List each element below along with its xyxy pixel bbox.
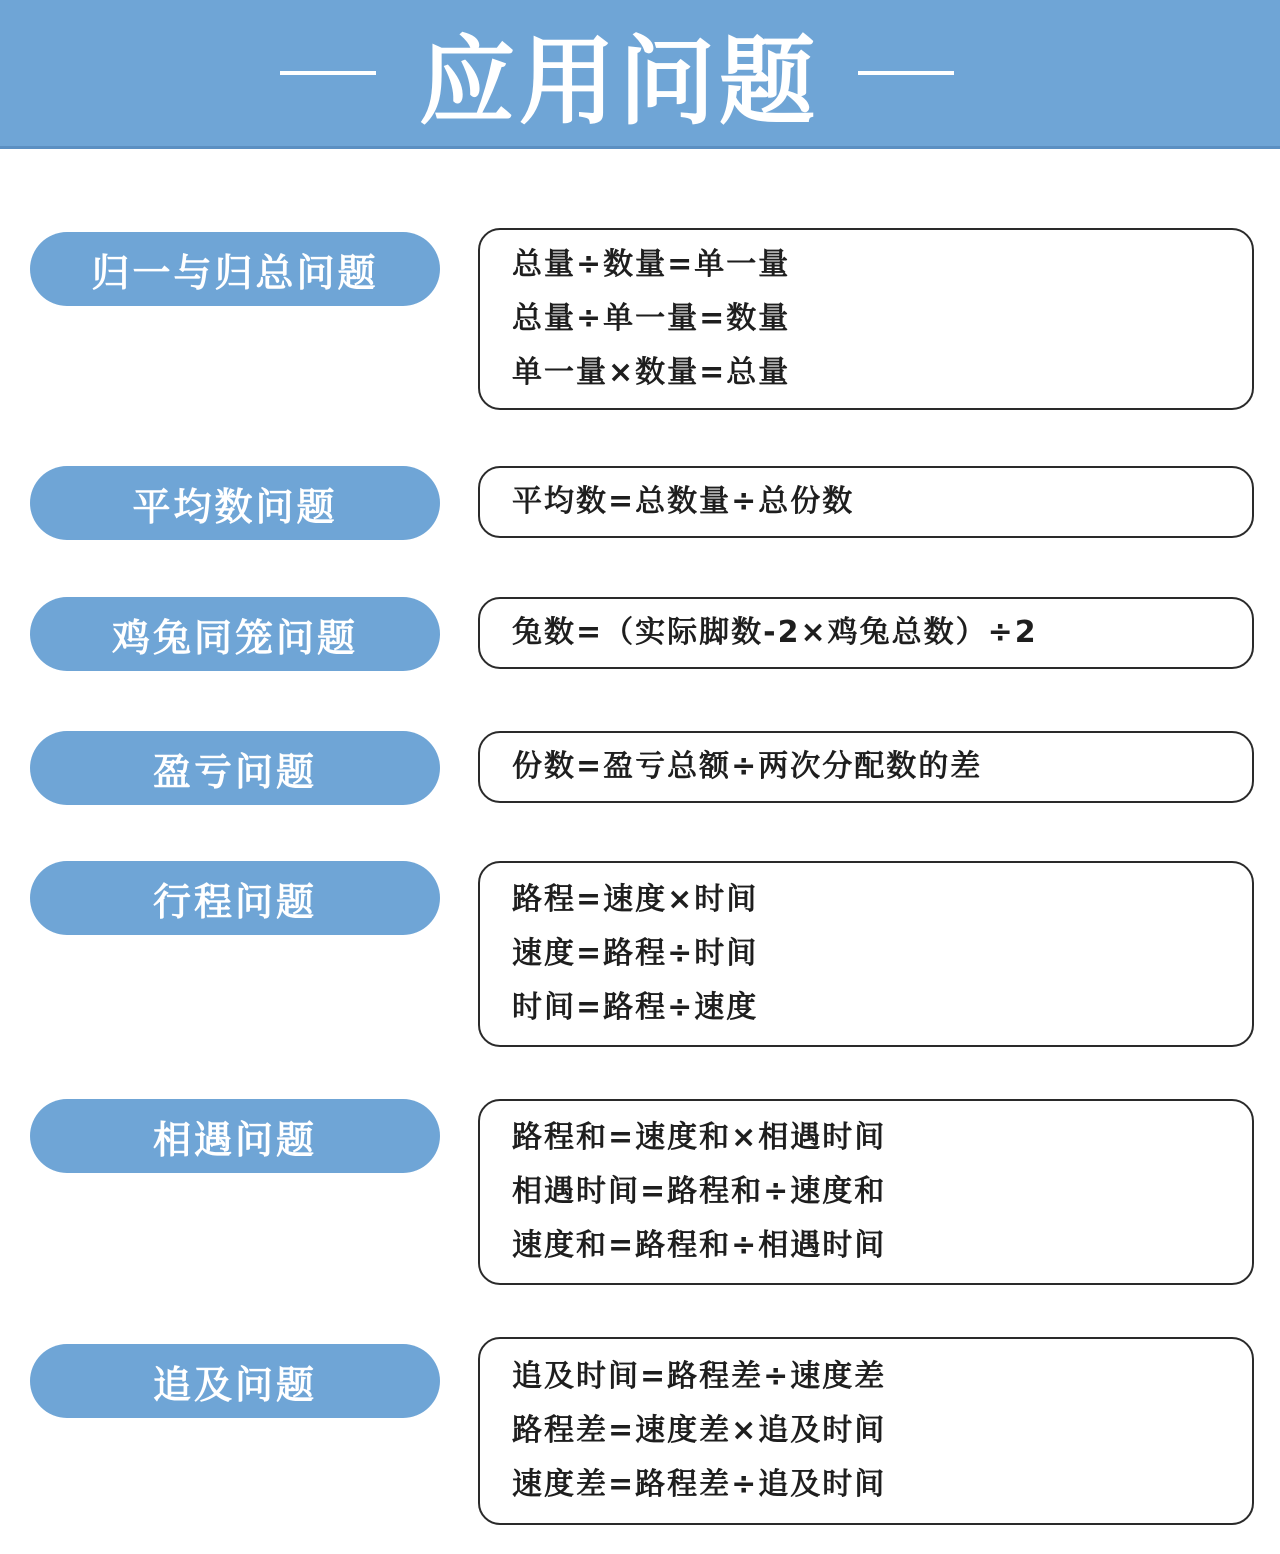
section-label-jitu: 鸡兔同笼问题 [30, 597, 440, 671]
formula-line: 速度和=路程和÷相遇时间 [512, 1228, 887, 1263]
section-label-xingcheng: 行程问题 [30, 861, 440, 935]
section-label-pingjunshu: 平均数问题 [30, 466, 440, 540]
formula-line: 路程=速度×时间 [512, 882, 759, 917]
formula-box-yingkui [478, 731, 1254, 803]
formula-line: 相遇时间=路程和÷速度和 [512, 1174, 887, 1209]
header-rule-right [858, 71, 954, 75]
formula-line: 平均数=总数量÷总份数 [512, 484, 855, 519]
formula-line: 兔数=（实际脚数-2×鸡兔总数）÷2 [512, 615, 1038, 650]
section-label-zhuiji: 追及问题 [30, 1344, 440, 1418]
section-label-yingkui: 盈亏问题 [30, 731, 440, 805]
formula-line: 单一量×数量=总量 [512, 355, 791, 390]
formula-box-xingcheng [478, 861, 1254, 1047]
formula-line: 份数=盈亏总额÷两次分配数的差 [512, 749, 983, 784]
section-label-guiyi: 归一与归总问题 [30, 232, 440, 306]
section-label-xiangyu: 相遇问题 [30, 1099, 440, 1173]
formula-line: 速度差=路程差÷追及时间 [512, 1467, 887, 1502]
formula-line: 路程差=速度差×追及时间 [512, 1413, 887, 1448]
page-title: 应用问题 [419, 25, 819, 138]
formula-box-jitu [478, 597, 1254, 669]
formula-line: 总量÷单一量=数量 [512, 301, 791, 336]
formula-box-pingjunshu [478, 466, 1254, 538]
formula-box-zhuiji [478, 1337, 1254, 1525]
page-header [0, 0, 1280, 149]
formula-line: 总量÷数量=单一量 [512, 247, 791, 282]
header-rule-left [280, 71, 376, 75]
formula-line: 追及时间=路程差÷速度差 [512, 1359, 887, 1394]
formula-box-xiangyu [478, 1099, 1254, 1285]
formula-line: 路程和=速度和×相遇时间 [512, 1120, 887, 1155]
formula-line: 速度=路程÷时间 [512, 936, 759, 971]
formula-line: 时间=路程÷速度 [512, 990, 759, 1025]
formula-box-guiyi [478, 228, 1254, 410]
